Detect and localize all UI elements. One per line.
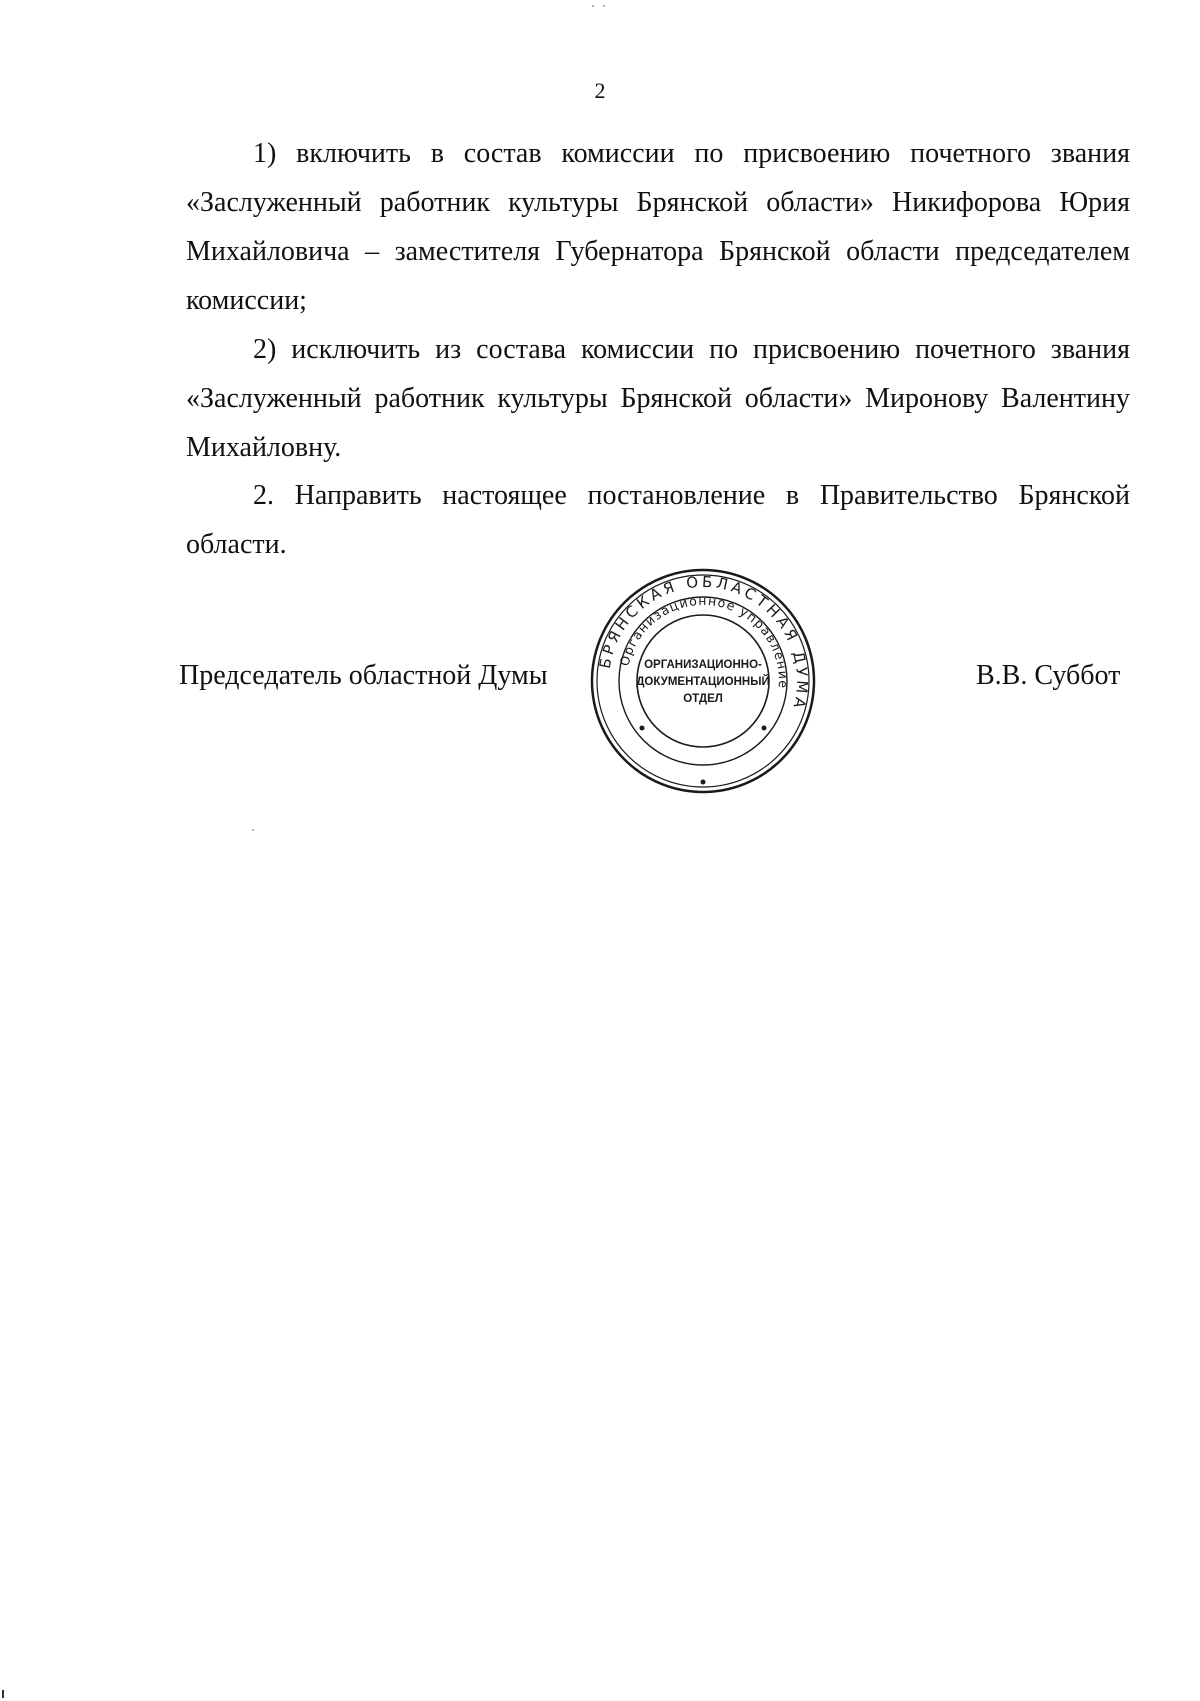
seal-center-line-1: ОРГАНИЗАЦИОННО- [644,659,762,671]
seal-star-left [640,726,645,731]
seal-center-line-3: ОТДЕЛ [683,693,723,705]
paragraph-item-3 [186,471,1130,569]
signatory-name: В.В. Суббот [976,660,1121,691]
seal-outer-text: БРЯНСКАЯ ОБЛАСТНАЯ ДУМА [595,572,812,714]
seal-graphic [590,568,816,794]
signatory-title: Председатель областной Думы [179,660,548,691]
seal-inner-ring-text: Организационное управление [616,592,792,690]
seal-center-line-2: ДОКУМЕНТАЦИОННЫЙ [636,676,770,688]
seal-star-right [762,726,767,731]
paragraph-text: 2) исключить из состава комиссии по присвоению почетного звания «Заслуженный работник культуры Брянской области» Миронову Валентину Михайловну. [186,334,1130,463]
paragraph-text: 1) включить в состав комиссии по присвоению почетного звания «Заслуженный работник культуры Брянской области» Никифорова Юрия Михайловича – заместителя Губернатора Брянской области председателем комиссии; [186,138,1130,316]
official-seal-stamp [590,568,816,794]
paragraph-item-1 [186,129,1130,325]
paragraph-item-2 [186,325,1130,472]
page-number: 2 [594,78,606,103]
seal-star-bottom [701,780,706,785]
paragraph-text: 2. Направить настоящее постановление в Правительство Брянской области. [186,480,1130,560]
